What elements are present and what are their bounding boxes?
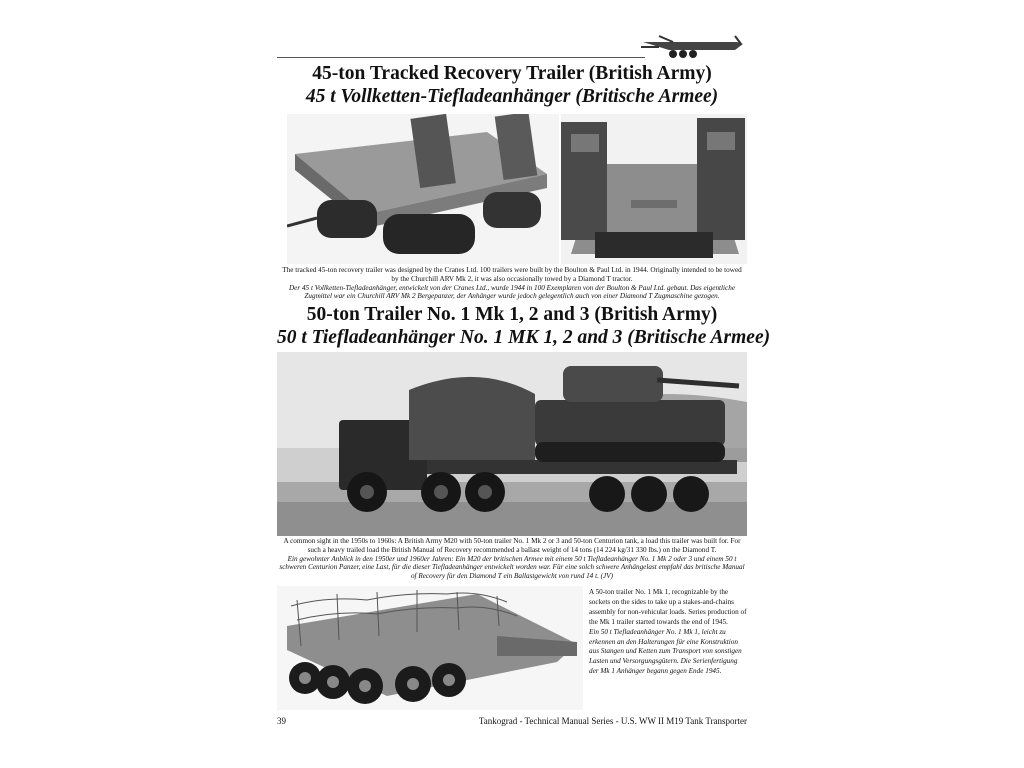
photo-tracked-trailer-side <box>287 114 559 264</box>
section1-caption-de: Der 45 t Vollketten-Tiefladeanhänger, entwickelt von der Cranes Ltd., wurde 1944 in 100 Exemplaren von der Boulton & Paul Ltd. gebaut. Das eigentliche Zugmittel war ein Churchill ARV Mk 2 Bergepanzer, der Anhänger wurde jedoch gelegentlich auch von einer Diamond T Zugmaschine gezogen. <box>288 283 736 301</box>
document-page <box>277 30 771 736</box>
photo-m20-with-centurion <box>277 352 747 536</box>
page-number: 39 <box>277 716 286 726</box>
section1-caption <box>281 266 743 301</box>
trailer-header-graphic <box>639 30 747 60</box>
section1-title-en: 45-ton Tracked Recovery Trailer (British Army) <box>312 63 712 84</box>
section1-title-de: 45 t Vollketten-Tiefladeanhänger (Britische Armee) <box>305 86 719 107</box>
section2-title-de: 50 t Tiefladeanhänger No. 1 MK 1, 2 and 3 (Britische Armee) <box>277 327 771 348</box>
section2-caption <box>279 537 745 581</box>
section2-title-en: 50-ton Trailer No. 1 Mk 1, 2 and 3 (British Army) <box>306 304 718 325</box>
section2-side-caption-de: Ein 50 t Tiefladeanhänger No. 1 Mk 1, leicht zu erkennen an den Halterungen für eine Konstruktion aus Stangen und Ketten zum Transport von sonstigen Lasten und Versorgungsgütern. Die Serienfertigung der Mk 1 Anhänger begann gegen Ende 1945. <box>589 627 742 676</box>
section2-caption-de: Ein gewohnter Anblick in den 1950er und 1960er Jahren: Ein M20 der britischen Armee mit einem 50 t Tiefladeanhänger No. 1 Mk 2 oder 3 und einem 50 t schweren Centurion Panzer, eine Last, für die dieser Tiefladeanhänger entwickelt worden war. Für eine solch schwere Anhängelast empfahl das britische Manual of Recovery für den Diamond T ein Ballastgewicht von rund 14 t. (JV) <box>279 554 745 581</box>
header-rule <box>277 57 645 58</box>
section2-side-caption <box>589 588 747 677</box>
section2-caption-en: A common sight in the 1950s to 1960s: A British Army M20 with 50-ton trailer No. 1 Mk 2 or 3 and 50-ton Centurion tank, a load this trailer was built for. For such a heavy trailed load the British Manual of Recovery recommended a ballast weight of 14 tons (14 224 kg/31 330 lbs.) on the Diamond T. <box>283 537 741 554</box>
photo-tracked-trailer-rear <box>561 114 747 264</box>
series-footer: Tankograd - Technical Manual Series - U.S. WW II M19 Tank Transporter <box>478 716 747 726</box>
section2-side-caption-en: A 50-ton trailer No. 1 Mk 1, recognizable by the sockets on the sides to take up a stakes-and-chains assembly for non-vehicular loads. Series production of the Mk 1 trailer started towards the end of 1945. <box>589 588 747 626</box>
section1-caption-en: The tracked 45-ton recovery trailer was designed by the Cranes Ltd. 100 trailers were built by the Boulton & Paul Ltd. in 1944. Originally intended to be towed by the Churchill ARV Mk 2, it was also occasionally towed by a Diamond T tractor. <box>282 266 742 283</box>
photo-mk1-trailer <box>277 586 583 710</box>
